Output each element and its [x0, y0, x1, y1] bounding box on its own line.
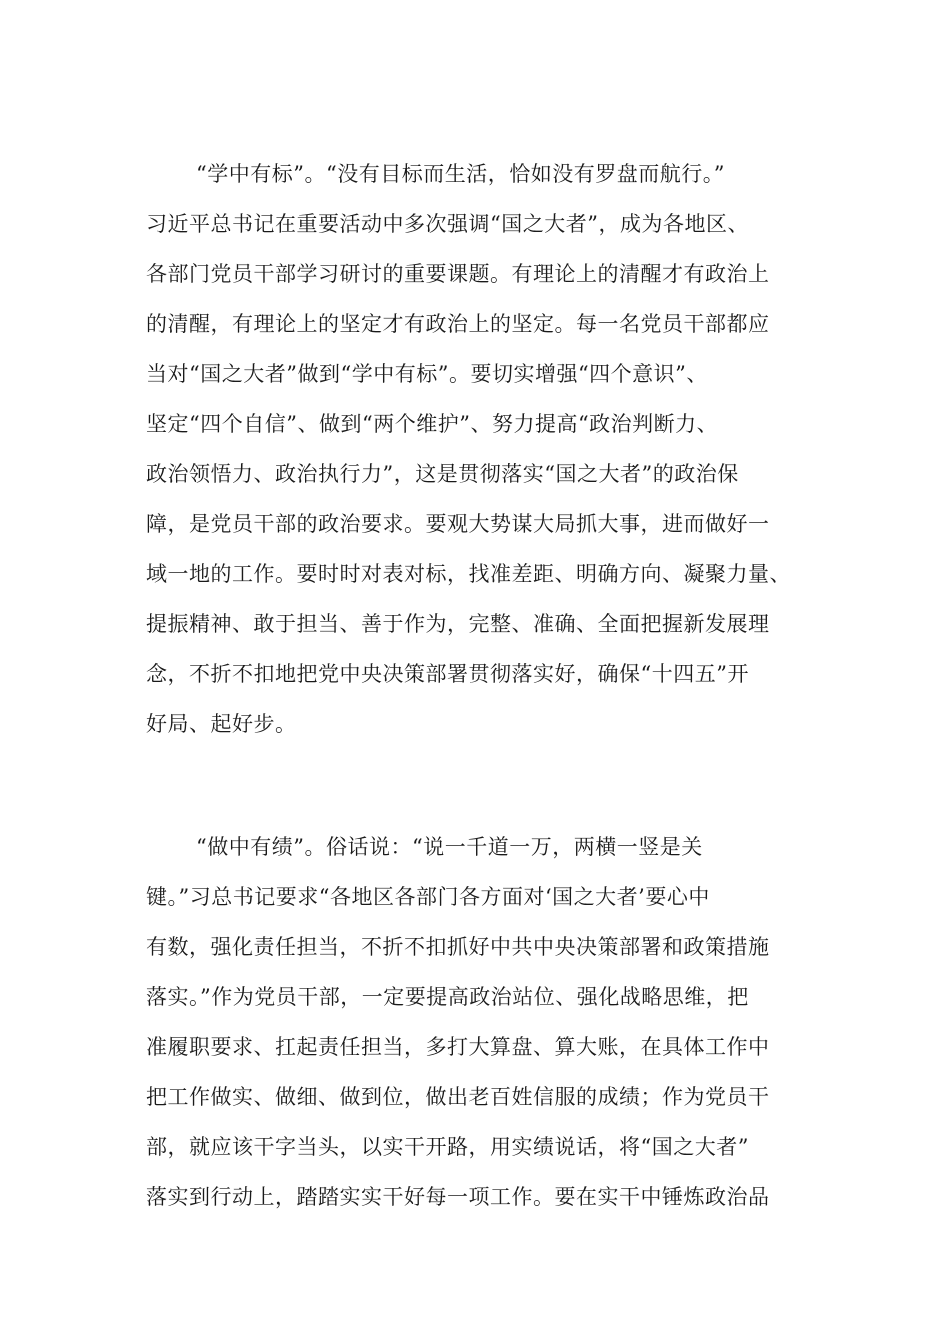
- paragraph-line: 当对“国之大者”做到“学中有标”。要切实增强“四个意识”、: [146, 362, 708, 386]
- paragraph-line: 准履职要求、扛起责任担当，多打大算盘、算大账，在具体工作中: [146, 1035, 770, 1059]
- paragraph-line: 把工作做实、做细、做到位，做出老百姓信服的成绩；作为党员干: [146, 1085, 770, 1109]
- paragraph-line: 落实到行动上，踏踏实实干好每一项工作。要在实干中锤炼政治品: [146, 1185, 770, 1209]
- paragraph-line: “做中有绩”。俗话说：“说一千道一万，两横一竖是关: [196, 835, 703, 859]
- paragraph-line: 政治领悟力、政治执行力”，这是贯彻落实“国之大者”的政治保: [146, 462, 739, 486]
- paragraph-line: 坚定“四个自信”、做到“两个维护”、努力提高“政治判断力、: [146, 412, 719, 436]
- paragraph-line: 提振精神、敢于担当、善于作为，完整、准确、全面把握新发展理: [146, 612, 770, 636]
- paragraph-line: 的清醒，有理论上的坚定才有政治上的坚定。每一名党员干部都应: [146, 312, 770, 336]
- paragraph-line: 部，就应该干字当头，以实干开路，用实绩说话，将“国之大者”: [146, 1135, 749, 1159]
- paragraph-line: 念，不折不扣地把党中央决策部署贯彻落实好，确保“十四五”开: [146, 662, 749, 686]
- paragraph-line: 各部门党员干部学习研讨的重要课题。有理论上的清醒才有政治上: [146, 262, 770, 286]
- paragraph-line: 习近平总书记在重要活动中多次强调“国之大者”，成为各地区、: [146, 212, 749, 236]
- paragraph-line: 有数，强化责任担当，不折不扣抓好中共中央决策部署和政策措施: [146, 935, 770, 959]
- paragraph-line: 键。”习总书记要求“各地区各部门各方面对‘国之大者’要心中: [146, 885, 710, 909]
- paragraph-line: 障，是党员干部的政治要求。要观大势谋大局抓大事，进而做好一: [146, 512, 770, 536]
- paragraph-line: 域一地的工作。要时时对表对标，找准差距、明确方向、凝聚力量、: [146, 562, 791, 586]
- paragraph-line: “学中有标”。“没有目标而生活，恰如没有罗盘而航行。”: [196, 162, 725, 186]
- paragraph-line: 落实。”作为党员干部，一定要提高政治站位、强化战略思维，把: [146, 985, 749, 1009]
- paragraph-line: 好局、起好步。: [146, 712, 297, 736]
